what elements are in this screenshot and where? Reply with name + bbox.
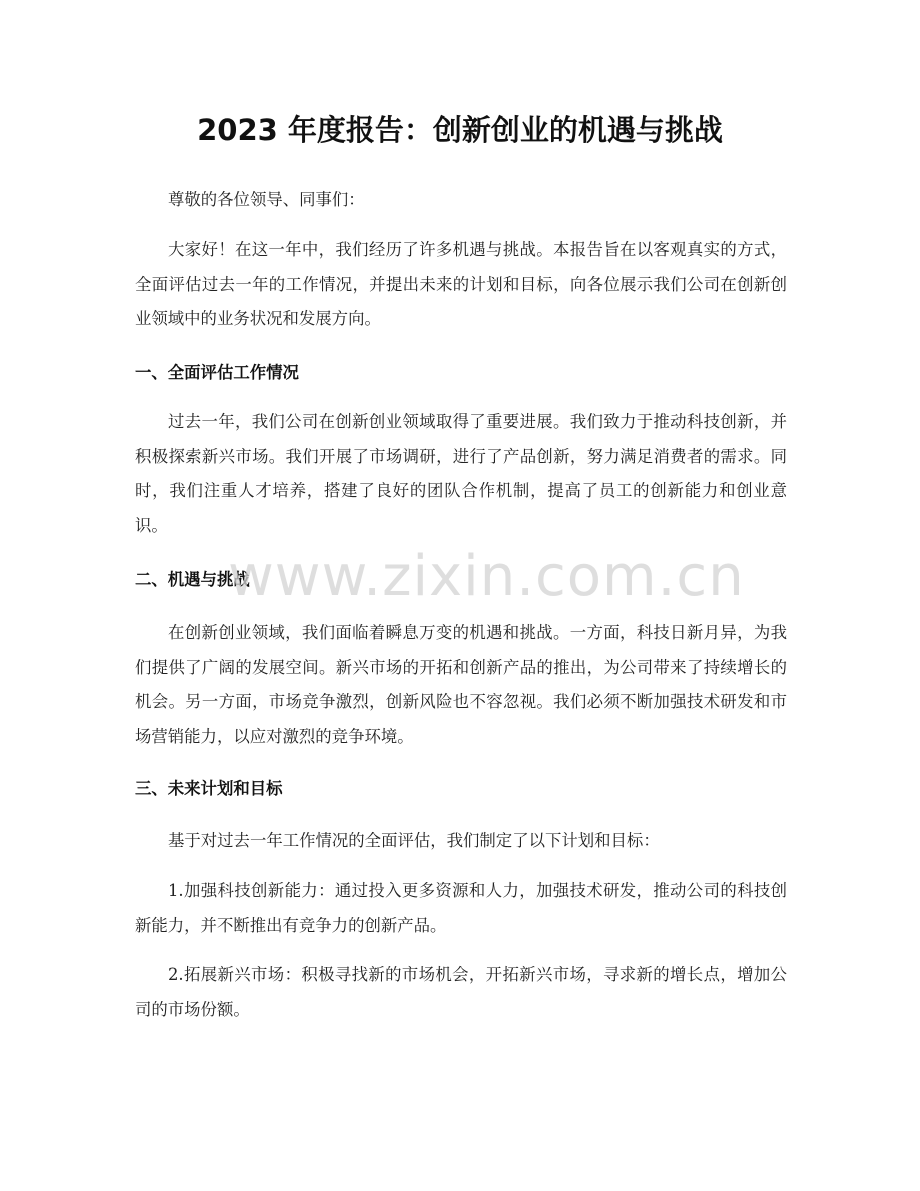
- section-body-evaluation: 过去一年，我们公司在创新创业领域取得了重要进展。我们致力于推动科技创新，并积极探索新兴市场。我们开展了市场调研，进行了产品创新，努力满足消费者的需求。同时，我们注重人才培养，搭建了良好的团队合作机制，提高了员工的创新能力和创业意识。: [135, 412, 787, 535]
- section-heading-evaluation: 一、全面评估工作情况: [135, 363, 299, 382]
- plan-item-2: 2.拓展新兴市场：积极寻找新的市场机会，开拓新兴市场，寻求新的增长点，增加公司的市场份额。: [135, 965, 787, 1019]
- greeting-paragraph: 尊敬的各位领导、同事们：: [168, 190, 365, 209]
- section-heading-opportunities: 二、机遇与挑战: [135, 570, 250, 589]
- intro-paragraph: 大家好！在这一年中，我们经历了许多机遇与挑战。本报告旨在以客观真实的方式，全面评估过去一年的工作情况，并提出未来的计划和目标，向各位展示我们公司在创新创业领域中的业务状况和发展方向。: [135, 240, 787, 328]
- section-body-plans: 基于对过去一年工作情况的全面评估，我们制定了以下计划和目标：: [168, 831, 660, 850]
- document-title: 2023 年度报告：创新创业的机遇与挑战: [197, 113, 723, 147]
- section-body-opportunities: 在创新创业领域，我们面临着瞬息万变的机遇和挑战。一方面，科技日新月异，为我们提供了广阔的发展空间。新兴市场的开拓和创新产品的推出，为公司带来了持续增长的机会。另一方面，市场竞争激烈，创新风险也不容忽视。我们必须不断加强技术研发和市场营销能力，以应对激烈的竞争环境。: [135, 623, 787, 746]
- section-heading-plans: 三、未来计划和目标: [135, 779, 283, 798]
- watermark: www.zixin.com.cn: [228, 544, 745, 609]
- plan-item-1: 1.加强科技创新能力：通过投入更多资源和人力，加强技术研发，推动公司的科技创新能力，并不断推出有竞争力的创新产品。: [135, 881, 787, 935]
